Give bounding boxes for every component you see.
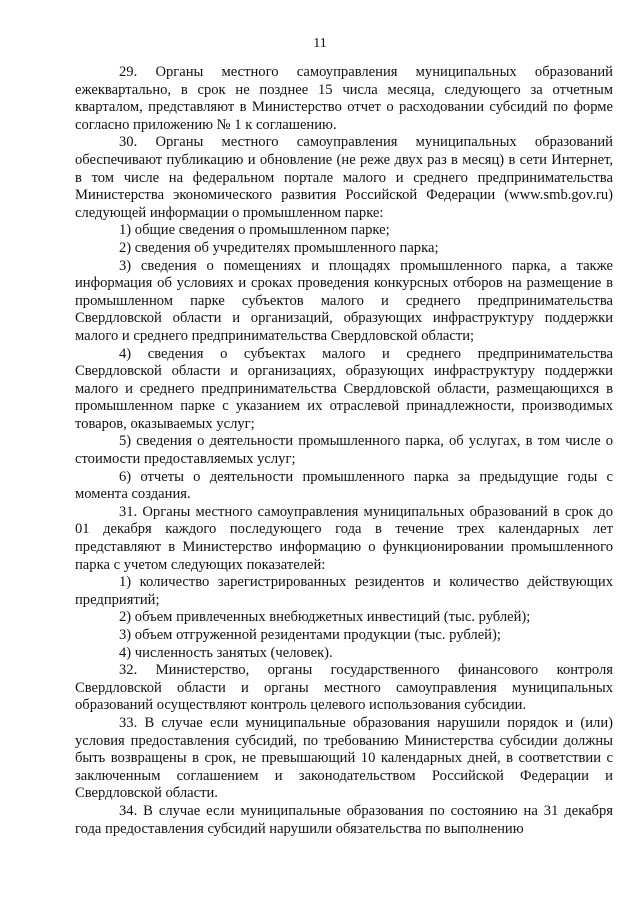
list-item-31-2: 2) объем привлеченных внебюджетных инвестиций (тыс. рублей); <box>119 609 531 626</box>
document-body <box>75 64 613 838</box>
paragraph-33: 33. В случае если муниципальные образования нарушили порядок и (или) условия предоставления субсидий, по требованию Министерства субсидии должны быть возвращены в срок, не превышающий 10 календарных дней, в соответствии с заключенным соглашением и законодательством Российской Федерации и Свердловской области. <box>75 714 613 802</box>
paragraph-29: 29. Органы местного самоуправления муниципальных образований ежеквартально, в срок не позднее 15 числа месяца, следующего за отчетным кварталом, представляют в Министерство отчет о расходовании субсидий по форме согласно приложению № 1 к соглашению. <box>75 64 613 133</box>
paragraph-34: 34. В случае если муниципальные образования по состоянию на 31 декабря года предоставления субсидий нарушили обязательства по выполнению <box>75 802 613 837</box>
paragraph-31: 31. Органы местного самоуправления муниципальных образований в срок до 01 декабря каждого последующего года в течение трех календарных лет представляют в Министерство информацию о функционировании промышленного парка с учетом следующих показателей: <box>75 503 613 573</box>
list-item-30-3: 3) сведения о помещениях и площадях промышленного парка, а также информация об условиях и сроках проведения конкурсных отборов на размещение в промышленном парке субъектов малого и среднего предпринимательства Свердловской области и организаций, образующих инфраструктуру поддержки малого и среднего предпринимательства Свердловской области; <box>75 257 613 344</box>
list-item-31-4: 4) численность занятых (человек). <box>119 644 333 661</box>
list-item-30-1: 1) общие сведения о промышленном парке; <box>119 222 390 239</box>
list-item-31-1: 1) количество зарегистрированных резидентов и количество действующих предприятий; <box>75 574 613 608</box>
page-number: 11 <box>313 36 327 51</box>
list-item-30-6: 6) отчеты о деятельности промышленного парка за предыдущие годы с момента создания. <box>75 468 613 503</box>
paragraph-30: 30. Органы местного самоуправления муниципальных образований обеспечивают публикацию и обновление (не реже двух раз в месяц) в сети Интернет, в том числе на федеральном портале малого и среднего предпринимательства Министерства экономического развития Российской Федерации (www.smb.gov.ru) следующей информации о промышленном парке: <box>75 134 613 221</box>
list-item-30-5: 5) сведения о деятельности промышленного парка, об услугах, в том числе о стоимости предоставляемых услуг; <box>75 433 613 468</box>
list-item-31-3: 3) объем отгруженной резидентами продукции (тыс. рублей); <box>119 627 501 643</box>
list-item-30-2: 2) сведения об учредителях промышленного парка; <box>119 239 439 256</box>
paragraph-32: 32. Министерство, органы государственного финансового контроля Свердловской области и органы местного самоуправления муниципальных образований осуществляют контроль целевого использования субсидии. <box>75 662 613 714</box>
list-item-30-4: 4) сведения о субъектах малого и среднего предпринимательства Свердловской области и организациях, образующих инфраструктуру поддержки малого и среднего предпринимательства Свердловской области, размещающихся в промышленном парке с указанием их отраслевой принадлежности, производимых товаров, оказываемых услуг; <box>75 345 613 432</box>
